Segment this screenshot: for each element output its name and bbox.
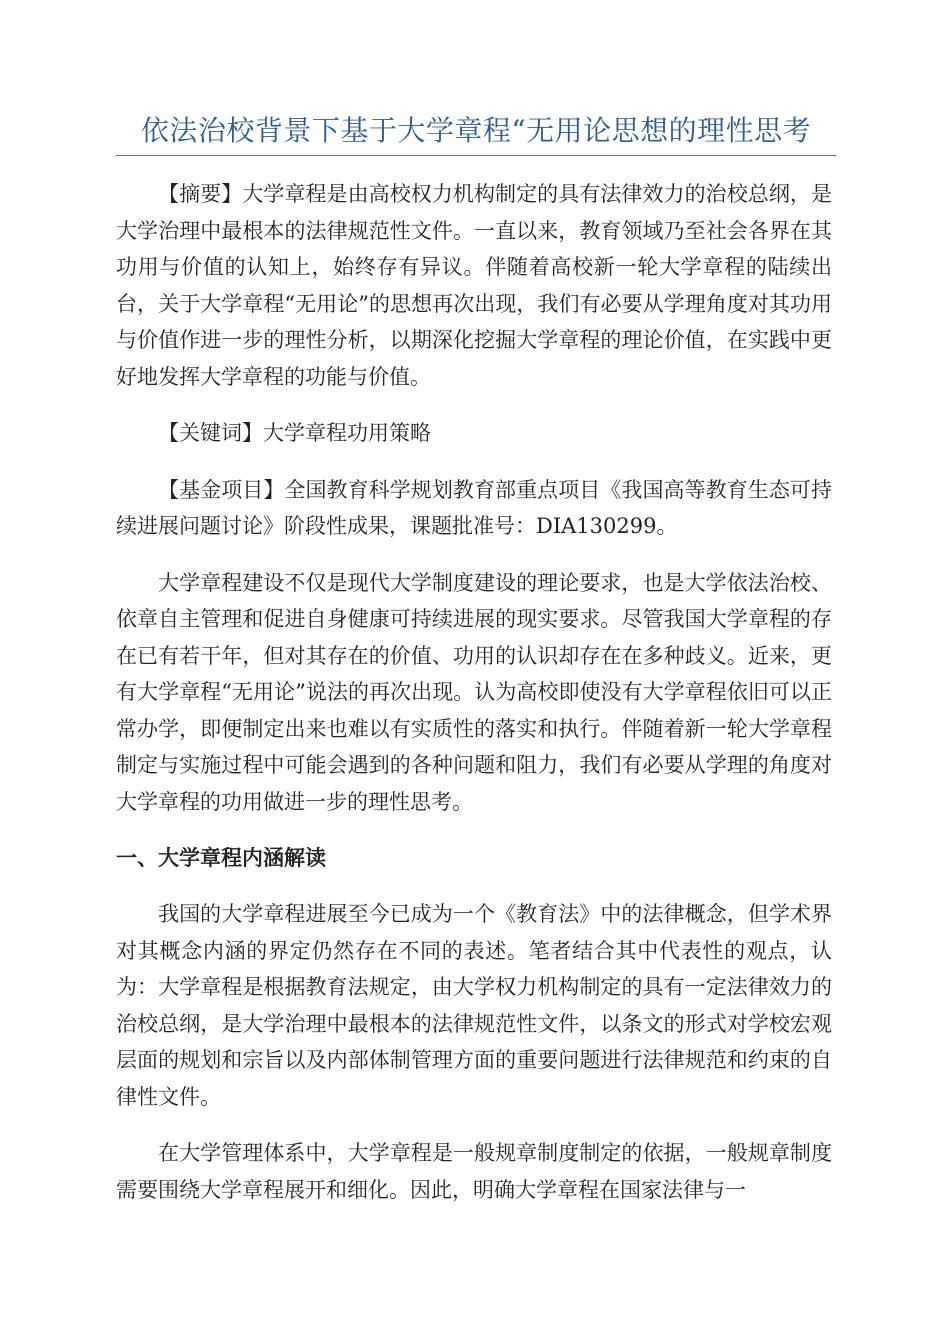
body-paragraph: 我国的大学章程进展至今已成为一个《教育法》中的法律概念，但学术界对其概念内涵的界定仍然存在不同的表述。笔者结合其中代表性的观点，认为：大学章程是根据教育法规定，由大学权力机构制定的具有一定法律效力的治校总纲，是大学治理中最根本的法律规范性文件，以条文的形式对学校宏观层面的规划和宗旨以及内部体制管理方面的重要问题进行法律规范和约束的自律性文件。 bbox=[116, 902, 832, 1109]
abstract-paragraph: 【摘要】大学章程是由高校权力机构制定的具有法律效力的治校总纲，是大学治理中最根本的法律规范性文件。一直以来，教育领域乃至社会各界在其功用与价值的认知上，始终存有异议。伴随着高校新一轮大学章程的陆续出台，关于大学章程“无用论”的思想再次出现，我们有必要从学理角度对其功用与价值作进一步的理性分析，以期深化挖掘大学章程的理论价值，在实践中更好地发挥大学章程的功能与价值。 bbox=[116, 182, 832, 389]
spacer bbox=[116, 395, 832, 415]
title-block bbox=[116, 111, 836, 156]
spacer bbox=[116, 820, 832, 840]
intro-paragraph: 大学章程建设不仅是现代大学制度建设的理论要求，也是大学依法治校、依章自主管理和促进自身健康可持续进展的现实要求。尽管我国大学章程的存在已有若干年，但对其存在的价值、功用的认识却存在在多种歧义。近来，更有大学章程“无用论”说法的再次出现。认为高校即使没有大学章程依旧可以正常办学，即便制定出来也难以有实质性的落实和执行。伴随着新一轮大学章程制定与实施过程中可能会遇到的各种问题和阻力，我们有必要从学理的角度对大学章程的功用做进一步的理性思考。 bbox=[116, 570, 832, 814]
spacer bbox=[116, 452, 832, 472]
spacer bbox=[116, 876, 832, 896]
spacer bbox=[116, 1115, 832, 1135]
fund-paragraph: 【基金项目】全国教育科学规划教育部重点项目《我国高等教育生态可持续进展问题讨论》阶段性成果，课题批准号：DIA130299。 bbox=[116, 477, 832, 538]
keywords-paragraph: 【关键词】大学章程功用策略 bbox=[158, 421, 431, 445]
spacer bbox=[116, 545, 832, 565]
document-title: 依法治校背景下基于大学章程“无用论思想的理性思考 bbox=[140, 114, 812, 147]
body-paragraph: 在大学管理体系中，大学章程是一般规章制度制定的依据，一般规章制度需要围绕大学章程展开和细化。因此，明确大学章程在国家法律与一 bbox=[116, 1141, 832, 1202]
document-body bbox=[116, 176, 832, 1208]
section-heading: 一、大学章程内涵解读 bbox=[116, 846, 326, 870]
